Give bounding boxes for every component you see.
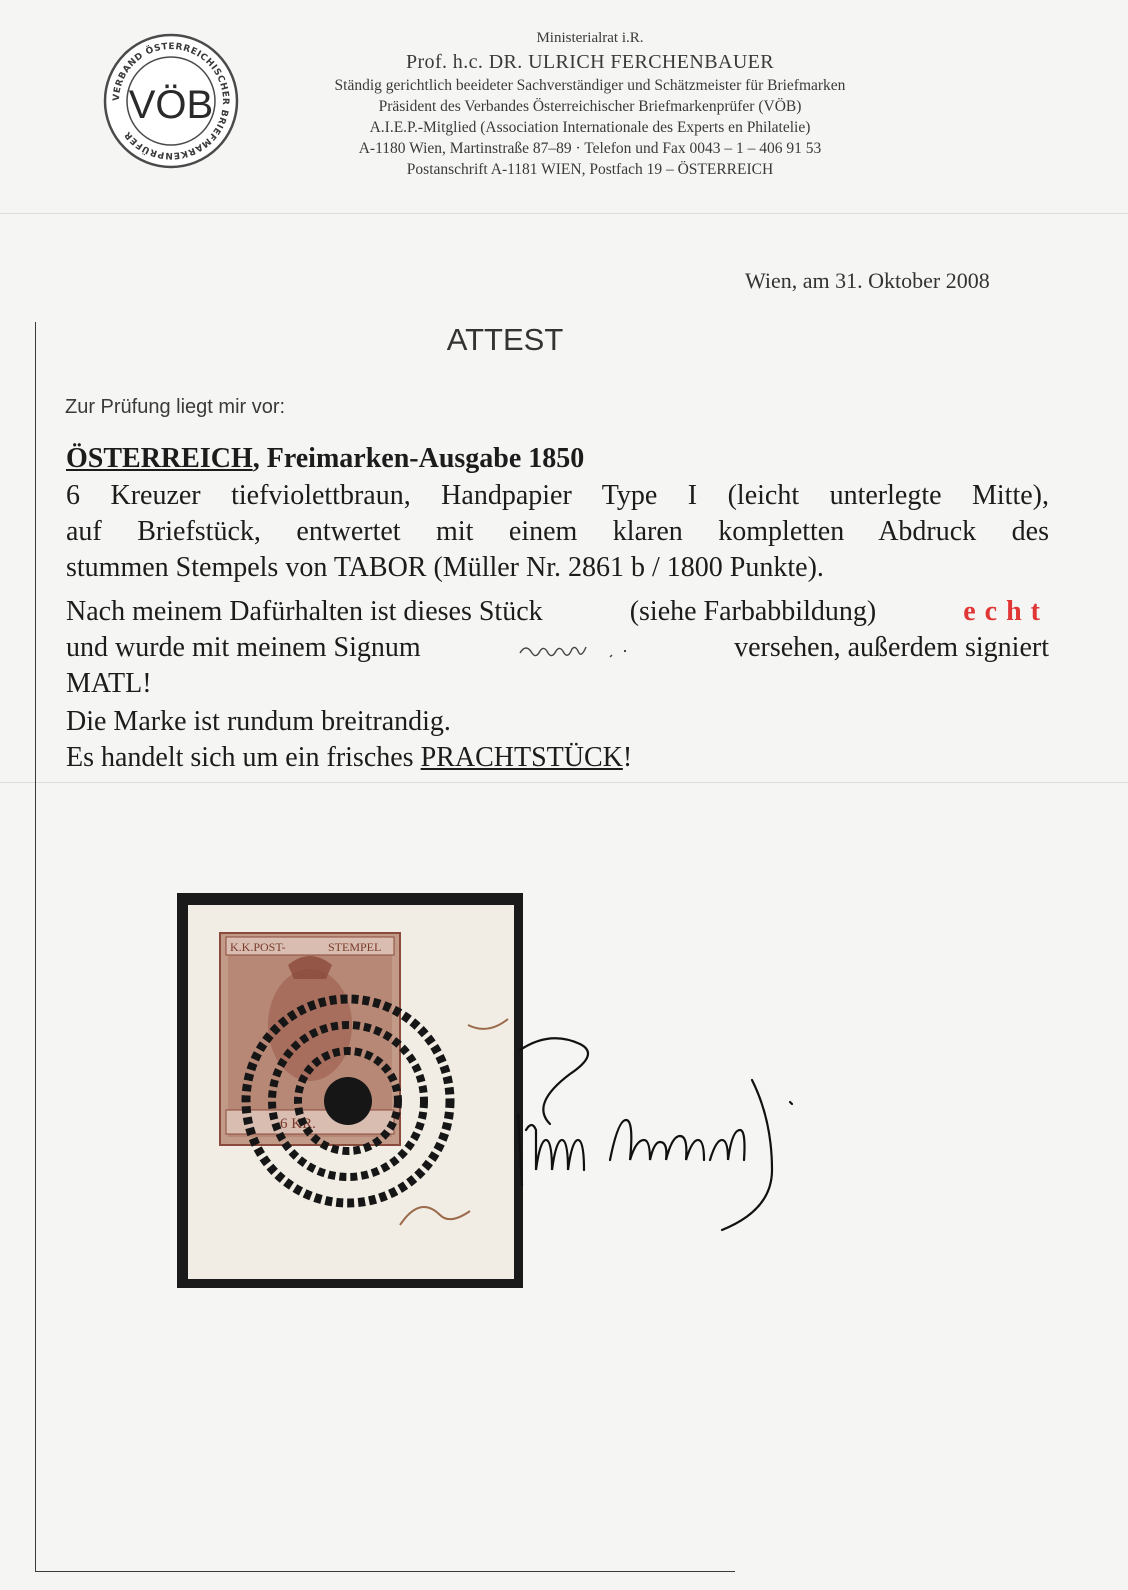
letterhead-line: Postanschrift A-1181 WIEN, Postfach 19 – ÖSTERREICH [406,161,774,178]
description-line: stummen Stempels von TABOR (Müller Nr. 2861 b / 1800 Punkte). [66,552,824,583]
heading-rest: , Freimarken-Ausgabe 1850 [252,443,585,474]
bottom-rule [35,1571,735,1572]
svg-text:K.K.POST-: K.K.POST- [230,940,286,954]
closing-text: ! [622,742,633,773]
intro-text: Zur Prüfung liegt mir vor: [65,396,286,418]
verdict-text: und wurde mit meinem Signum [66,632,421,663]
letterhead-name: Prof. h.c. DR. ULRICH FERCHENBAUER [405,51,775,73]
verdict-line-1 [66,594,1049,630]
stamp-heading [66,441,1049,477]
paper-fold-line [0,782,1128,783]
letterhead [260,28,920,180]
stamp-illustration [188,905,514,1279]
signum-signature [512,633,642,663]
margin-rule [35,322,36,1572]
prachtstueck-text: PRACHTSTÜCK [420,742,623,773]
document-title: ATTEST [446,322,564,357]
letterhead-line: A-1180 Wien, Martinstraße 87–89 · Telefon und Fax 0043 – 1 – 406 91 53 [358,140,822,157]
description-block [66,478,1049,586]
letterhead-line: Ständig gerichtlich beeideter Sachverständiger und Schätzmeister für Briefmarken [334,77,846,94]
svg-text:STEMPEL: STEMPEL [328,940,382,954]
svg-text:VERBAND ÖSTERREICHISCHER BRIEF: VERBAND ÖSTERREICHISCHER BRIEFMARKENPRÜFER [111,41,231,161]
verdict-text: (siehe Farbabbildung) [629,596,877,627]
description-line: auf Briefstück, entwertet mit einem klaren kompletten Abdruck des [66,516,1049,547]
verdict-block [66,594,1049,702]
echt-mark: echt [963,596,1049,627]
closing-line [66,740,1049,776]
verdict-line-2 [66,630,1049,666]
closing-line: Die Marke ist rundum breitrandig. [66,706,451,737]
document-date: Wien, am 31. Oktober 2008 [745,268,990,293]
paper-fold-line [0,213,1128,214]
description-line: 6 Kreuzer tiefviolettbraun, Handpapier Type I (leicht unterlegte Mitte), [66,480,1049,511]
heading-country: ÖSTERREICH [66,443,253,474]
closing-block [66,704,1049,776]
expert-signature [500,1020,810,1240]
letterhead-rank: Ministerialrat i.R. [536,30,644,46]
verdict-text: Nach meinem Dafürhalten ist dieses Stück [66,596,543,627]
voeb-seal-logo [102,32,240,170]
verdict-line-3: MATL! [66,668,152,699]
svg-text:6 KR.: 6 KR. [280,1116,316,1132]
svg-text:VÖB: VÖB [128,83,214,127]
verdict-text: versehen, außerdem signiert [734,632,1049,663]
letterhead-line: Präsident des Verbandes Österreichischer Briefmarkenprüfer (VÖB) [378,98,802,115]
closing-text: Es handelt sich um ein frisches [66,742,421,773]
letterhead-line: A.I.E.P.-Mitglied (Association Internationale des Experts en Philatelie) [369,119,811,136]
stamp-piece [188,905,514,1279]
